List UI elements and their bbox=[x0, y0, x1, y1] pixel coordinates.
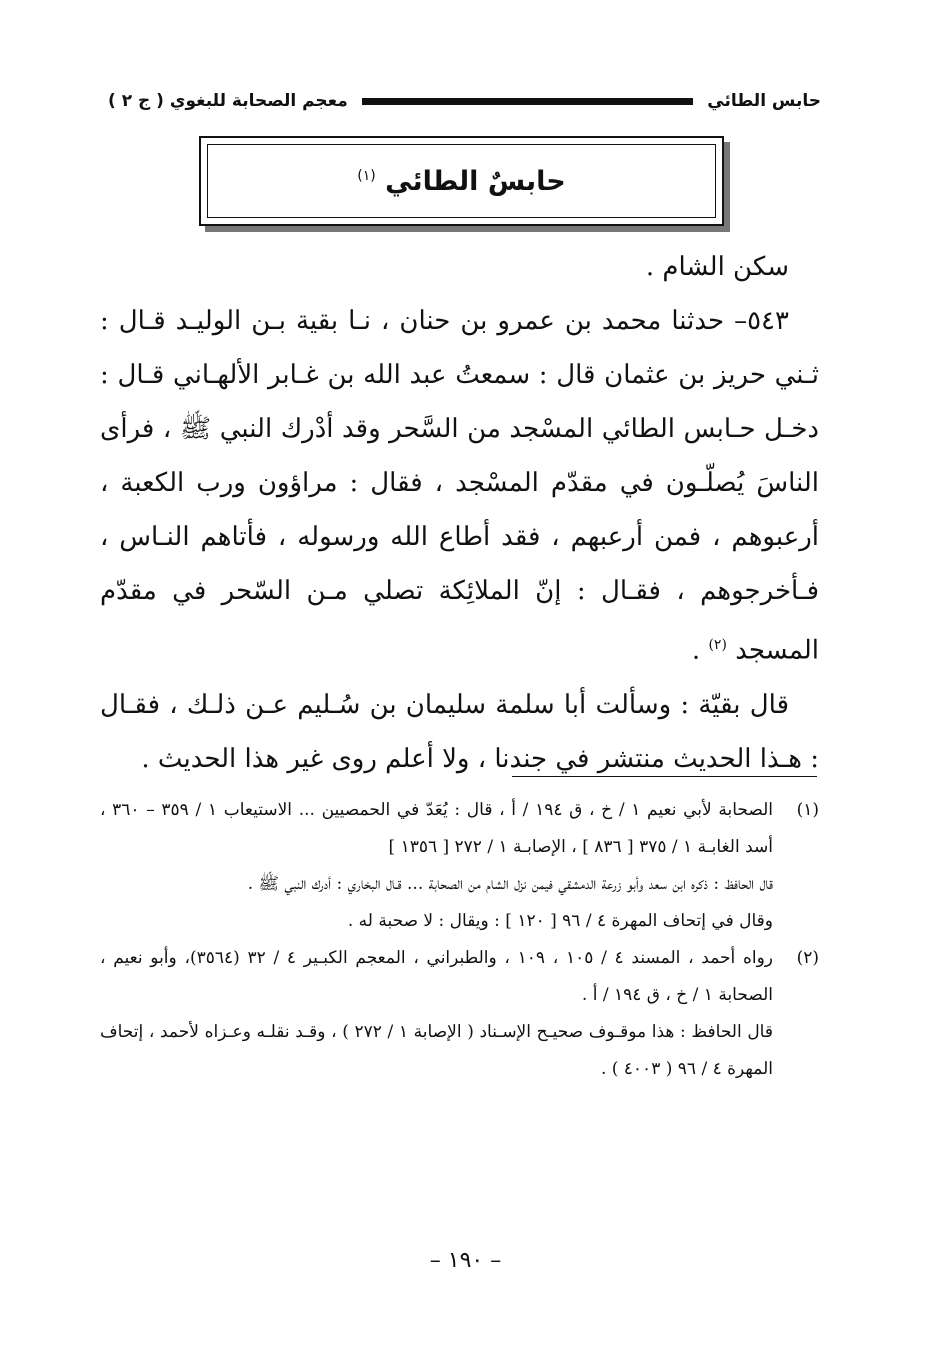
footnote-2-line: قال الحافظ : هذا موقـوف صحيـح الإسـناد ( الإصابة ١ / ٢٧٢ ) ، وقـد نقلـه وعـزاه لأحمد ، إتحاف المهرة ٤ / ٩٦ ( ٤٠٠٣ ) . bbox=[100, 1022, 773, 1079]
footnote-1-line: الصحابة لأبي نعيم ١ / خ ، ق ١٩٤ / أ ، قال : يُعَدّ في الحمصيين ... الاستيعاب ١ / ٣٥٩ – ٣٦٠ ، أسد الغابـة ١ / ٣٧٥ [ ٨٣٦ ] ، الإصابـة ١ / ٢٧٢ [ ١٣٥٦ ] bbox=[100, 800, 774, 857]
entry-title-text: حابسٌ الطائي bbox=[385, 165, 566, 197]
entry-title-box bbox=[199, 136, 724, 226]
paragraph-residence: سكن الشام . bbox=[645, 252, 789, 282]
running-header-book: معجم الصحابة للبغوي ( ج ٢ ) bbox=[108, 91, 348, 111]
hadith-end: . bbox=[691, 635, 709, 666]
footnote-separator bbox=[512, 776, 817, 777]
entry-title bbox=[357, 166, 565, 197]
footnote-2-body bbox=[100, 940, 773, 1088]
footnote-1-body bbox=[100, 792, 773, 940]
paragraph-hadith-543 bbox=[100, 294, 819, 678]
main-text bbox=[100, 240, 819, 786]
entry-title-footnote-ref: (١) bbox=[357, 167, 376, 184]
footnote-2 bbox=[100, 940, 819, 1088]
footnote-1-number: (١) bbox=[796, 800, 819, 820]
footnote-1 bbox=[100, 792, 819, 940]
hadith-text: ٥٤٣– حدثنا محمد بن عمرو بن حنان ، نـا بقية بـن الوليـد قـال : ثـني حريز بن عثمان قال : سمعتُ عبد الله بن غـابر الألهـاني قـال : دخـل حـابس الطائي المسْجد من السَّحر وقد أدْرك النبي ﷺ ، فرأى الناسَ يُصلّـون في مقدّم المسْجد ، فقال : مراؤون ورب الكعبة ، أرعبوهم ، فمن أرعبهم ، فقد أطاع الله ورسوله ، فأتاهم النـاس ، فـأخرجوهم ، فقـال : إنّ الملائِكة تصلي مـن السّحر في مقدّم المسجد bbox=[100, 306, 819, 666]
hadith-footnote-ref: (٢) bbox=[708, 637, 727, 653]
header-rule bbox=[362, 98, 693, 105]
footnote-1-line: وقال في إتحاف المهرة ٤ / ٩٦ [ ١٢٠ ] : ويقال : لا صحبة له . bbox=[347, 911, 773, 931]
footnote-2-line: رواه أحمد ، المسند ٤ / ١٠٥ ، ١٠٩ ، والطبراني ، المعجم الكبـير ٤ / ٣٢ (٣٥٦٤)، وأبو نعيم ، الصحابة ١ / خ ، ق ١٩٤ / أ . bbox=[100, 948, 774, 1005]
running-header bbox=[108, 86, 821, 116]
footnote-1-line: قال الحافظ : ذكره ابن سعد وأبو زرعة الدمشقي فيمن نزل الشام من الصحابة ... قـال البخاري : أدرك النبي ﷺ . bbox=[247, 874, 773, 894]
footnote-2-number: (٢) bbox=[796, 948, 819, 968]
page-number: – ١٩٠ – bbox=[429, 1248, 502, 1273]
footnotes bbox=[100, 792, 819, 1088]
running-header-entry: حابس الطائي bbox=[707, 91, 821, 111]
paragraph-baqiyya-comment: قال بقيّة : وسألت أبا سلمة سليمان بن سُـليم عـن ذلـك ، فقـال : هـذا الحديث منتشر في جندنا ، ولا أعلم روى غير هذا الحديث . bbox=[100, 689, 819, 774]
